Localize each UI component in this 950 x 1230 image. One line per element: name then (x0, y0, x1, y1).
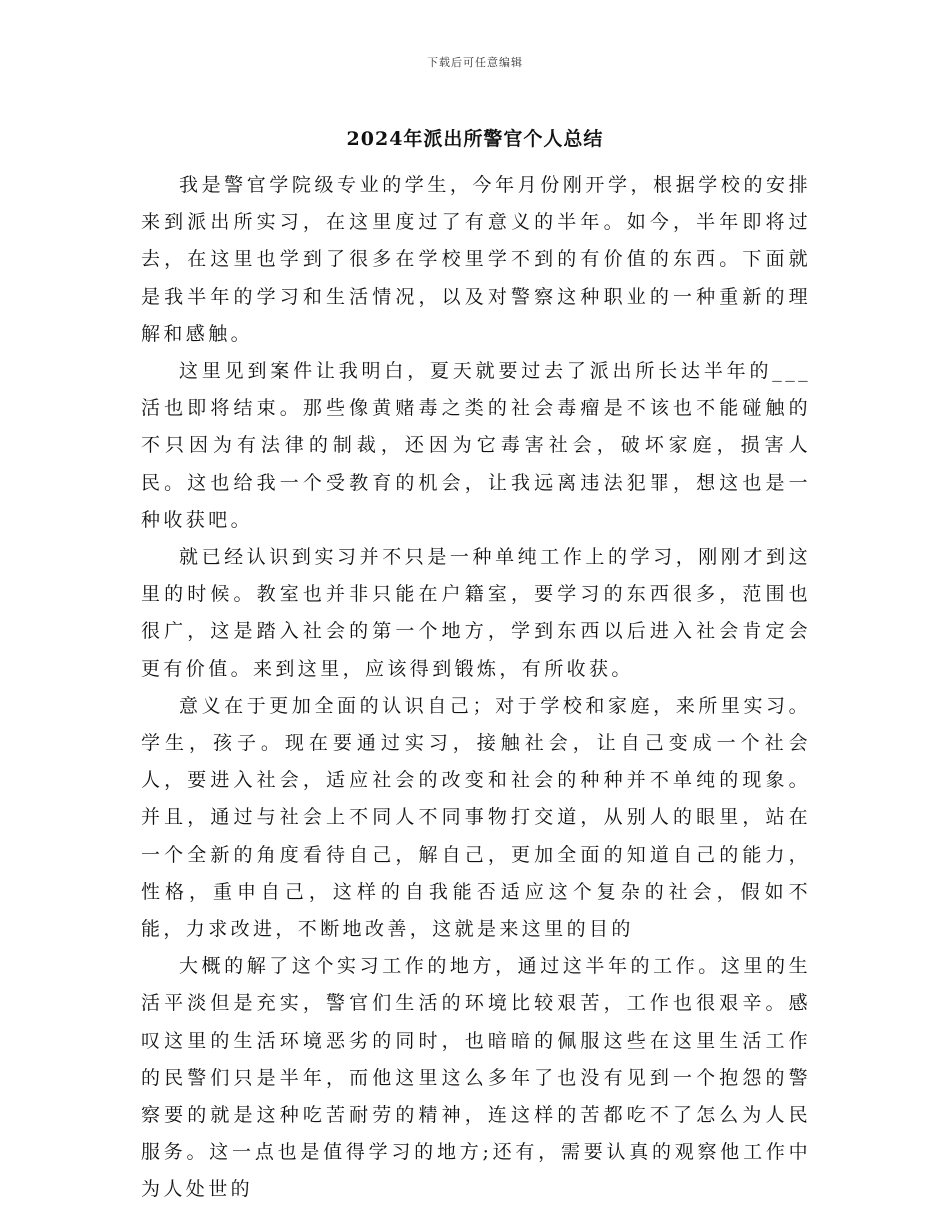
document-body (141, 167, 811, 1209)
paragraph-internship-meaning: 意义在于更加全面的认识自己；对于学校和家庭，来所里实习。学生，孩子。现在要通过实习，接触社会，让自己变成一个社会人，要进入社会，适应社会的改变和社会的种种并不单纯的现象。并且，通过与社会上不同人不同事物打交道，从别人的眼里，站在一个全新的角度看待自己，解自己，更加全面的知道自己的能力，性格，重申自己，这样的自我能否适应这个复杂的社会，假如不能，力求改进，不断地改善，这就是来这里的目的 (141, 694, 811, 941)
paragraph-cases-lesson: 这里见到案件让我明白，夏天就要过去了派出所长达半年的___活也即将结束。那些像黄赌毒之类的社会毒瘤是不该也不能碰触的不只因为有法律的制裁，还因为它毒害社会，破坏家庭，损害人民。这也给我一个受教育的机会，让我远离违法犯罪，想这也是一种收获吧。 (141, 360, 811, 531)
paragraph-work-environment: 大概的解了这个实习工作的地方，通过这半年的工作。这里的生活平淡但是充实，警官们生活的环境比较艰苦，工作也很艰辛。感叹这里的生活环境恶劣的同时，也暗暗的佩服这些在这里生活工作的民警们只是半年，而他这里这么多年了也没有见到一个抱怨的警察要的就是这种吃苦耐劳的精神，连这样的苦都吃不了怎么为人民服务。这一点也是值得学习的地方;还有，需要认真的观察他工作中为人处世的 (141, 955, 811, 1201)
document-title: 2024年派出所警官个人总结 (346, 128, 604, 150)
paragraph-learning-scope: 就已经认识到实习并不只是一种单纯工作上的学习，刚刚才到这里的时候。教室也并非只能在户籍室，要学习的东西很多，范围也很广，这是踏入社会的第一个地方，学到东西以后进入社会肯定会更有价值。来到这里，应该得到锻炼，有所收获。 (141, 546, 811, 680)
paragraph-internship-intro: 我是警官学院级专业的学生，今年月份刚开学，根据学校的安排来到派出所实习，在这里度过了有意义的半年。如今，半年即将过去，在这里也学到了很多在学校里学不到的有价值的东西。下面就是我半年的学习和生活情况，以及对警察这种职业的一种重新的理解和感触。 (141, 174, 811, 345)
page-header: 下载后可任意编辑 (427, 56, 523, 69)
